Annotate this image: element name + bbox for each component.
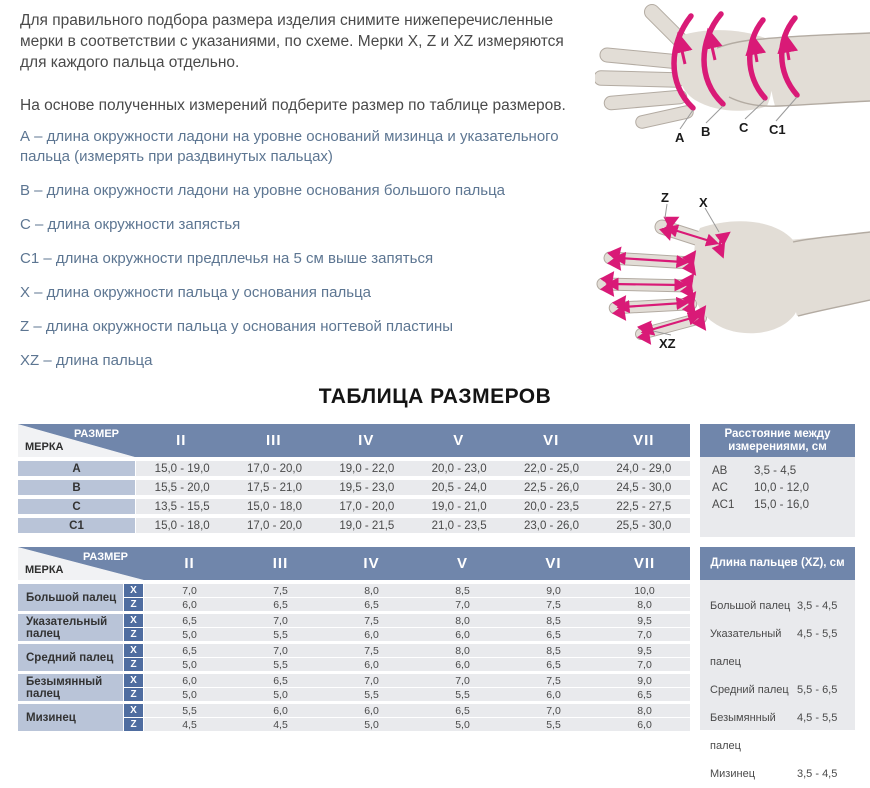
measure-keys xyxy=(124,644,143,671)
measurement-definition: XZ – длина пальца xyxy=(20,352,153,369)
table-cell: 15,0 - 18,0 xyxy=(136,518,228,533)
size-table-corner xyxy=(18,424,135,457)
table-cell: 8,0 xyxy=(417,614,508,627)
table-cell: 15,0 - 18,0 xyxy=(228,499,320,514)
table-cell: 5,5 xyxy=(235,658,326,671)
distance-value: 3,5 - 4,5 xyxy=(754,465,797,477)
table-cell: 8,5 xyxy=(508,614,599,627)
finger-length-row xyxy=(700,760,855,788)
distance-table-header: Расстояние между измерениями, см xyxy=(700,424,855,457)
table-cell: 7,5 xyxy=(508,674,599,687)
table-cell: 9,5 xyxy=(599,644,690,657)
corner-measure-label: МЕРКА xyxy=(25,564,64,576)
finger-length-row xyxy=(700,676,855,704)
table-cell: 20,0 - 23,5 xyxy=(505,499,597,514)
z-badge: Z xyxy=(124,688,143,701)
finger-values xyxy=(144,584,690,611)
table-cell: 5,5 xyxy=(326,688,417,701)
table-cell: 8,5 xyxy=(417,584,508,597)
row-label: C xyxy=(18,499,135,514)
table-cell: 6,0 xyxy=(144,674,235,687)
corner-size-label: РАЗМЕР xyxy=(73,428,119,440)
table-cell: 10,0 xyxy=(599,584,690,597)
measurement-definition: X – длина окружности пальца у основания пальца xyxy=(20,284,372,301)
diagram-label-xz: XZ xyxy=(659,336,676,351)
table-cell: 6,5 xyxy=(235,598,326,611)
table-cell: 8,0 xyxy=(599,598,690,611)
diagram-label-z: Z xyxy=(661,190,669,205)
measurement-definition: А – длина окружности ладони на уровне оснований мизинца и указательного пальца (измерять при раздвинутых пальцах) xyxy=(20,128,559,165)
table-cell: 7,0 xyxy=(235,614,326,627)
measure-keys xyxy=(124,704,143,731)
row-values xyxy=(136,461,690,476)
table-row xyxy=(18,461,690,476)
table-cell: 22,5 - 26,0 xyxy=(505,480,597,495)
table-cell: 17,5 - 21,0 xyxy=(228,480,320,495)
table-cell: 25,5 - 30,0 xyxy=(598,518,690,533)
finger-values xyxy=(144,704,690,731)
finger-values xyxy=(144,644,690,671)
table-cell: 24,0 - 29,0 xyxy=(598,461,690,476)
table-cell: 6,0 xyxy=(417,658,508,671)
finger-name: Мизинец xyxy=(18,704,123,731)
corner-measure-label: МЕРКА xyxy=(25,441,64,453)
finger-length-table xyxy=(700,547,855,780)
table-cell: 4,5 xyxy=(235,718,326,731)
measurement-definition: В – длина окружности ладони на уровне основания большого пальца xyxy=(20,182,506,199)
distance-row xyxy=(700,463,855,480)
distance-row xyxy=(700,480,855,497)
finger-name: Безымянный палец xyxy=(18,674,123,701)
row-values xyxy=(136,518,690,533)
size-column-header: V xyxy=(456,555,468,572)
table-cell: 6,0 xyxy=(599,718,690,731)
hand-forearm xyxy=(763,33,870,106)
size-column-header: IV xyxy=(358,432,375,449)
distance-row xyxy=(700,497,855,514)
table-cell: 7,0 xyxy=(599,658,690,671)
x-badge: X xyxy=(124,614,143,627)
x-row xyxy=(144,644,690,657)
size-table xyxy=(18,424,690,537)
hand-palm xyxy=(676,30,773,111)
table-cell: 5,0 xyxy=(235,688,326,701)
finger-length-row xyxy=(700,592,855,620)
table-cell: 6,0 xyxy=(144,598,235,611)
intro-paragraph-2: На основе полученных измерений подберите размер по таблице размеров. xyxy=(20,97,566,114)
size-column-header: IV xyxy=(363,555,380,572)
finger-table-corner xyxy=(18,547,144,580)
table-cell: 8,0 xyxy=(599,704,690,717)
table-cell: 5,0 xyxy=(144,688,235,701)
table-cell: 6,5 xyxy=(235,674,326,687)
table-cell: 5,0 xyxy=(144,628,235,641)
size-columns xyxy=(144,547,690,580)
table-cell: 6,0 xyxy=(326,658,417,671)
size-column-header: III xyxy=(265,432,282,449)
intro-paragraph-1: Для правильного подбора размера изделия снимите нижеперечисленные мерки в соответствии с указаниями, по схеме. Мерки X, Z и XZ измеряются для каждого пальца отдельно. xyxy=(20,12,564,71)
finger-values xyxy=(144,674,690,701)
finger-length-body xyxy=(700,580,855,780)
table-cell: 13,5 - 15,5 xyxy=(136,499,228,514)
table-cell: 19,5 - 23,0 xyxy=(321,480,413,495)
table-cell: 5,0 xyxy=(417,718,508,731)
corner-size-label: РАЗМЕР xyxy=(82,551,128,563)
table-cell: 20,0 - 23,0 xyxy=(413,461,505,476)
table-cell: 7,0 xyxy=(417,674,508,687)
table-cell: 22,5 - 27,5 xyxy=(598,499,690,514)
finger-name: Указательный палец xyxy=(18,614,123,641)
x-row xyxy=(144,614,690,627)
table-cell: 8,5 xyxy=(508,644,599,657)
size-column-header: II xyxy=(176,432,187,449)
z-badge: Z xyxy=(124,598,143,611)
finger-group xyxy=(18,614,690,641)
z-row xyxy=(144,628,690,641)
table-cell: 6,5 xyxy=(417,704,508,717)
table-cell: 6,5 xyxy=(326,598,417,611)
z-row xyxy=(144,718,690,731)
table-cell: 6,5 xyxy=(144,614,235,627)
row-values xyxy=(136,499,690,514)
table-cell: 5,5 xyxy=(417,688,508,701)
size-column-header: VI xyxy=(545,555,562,572)
row-label: B xyxy=(18,480,135,495)
table-cell: 19,0 - 21,0 xyxy=(413,499,505,514)
table-cell: 6,5 xyxy=(508,658,599,671)
x-badge: X xyxy=(124,674,143,687)
table-row xyxy=(18,518,690,533)
size-column-header: III xyxy=(272,555,289,572)
z-row xyxy=(144,658,690,671)
size-columns xyxy=(135,424,690,457)
hand2-palm xyxy=(693,221,803,333)
hand-circumference-diagram xyxy=(595,0,870,158)
finger-length-label: Большой палец xyxy=(710,600,791,612)
measurement-definitions xyxy=(20,127,585,385)
finger-length-value: 3,5 - 4,5 xyxy=(797,600,838,612)
table-cell: 17,0 - 20,0 xyxy=(228,518,320,533)
finger-name: Большой палец xyxy=(18,584,123,611)
z-row xyxy=(144,598,690,611)
x-badge: X xyxy=(124,644,143,657)
distance-label: AC xyxy=(712,482,728,494)
table-cell: 5,0 xyxy=(144,658,235,671)
finger-table xyxy=(18,547,690,734)
row-label: A xyxy=(18,461,135,476)
table-cell: 4,5 xyxy=(144,718,235,731)
finger-group xyxy=(18,704,690,731)
size-column-header: VII xyxy=(633,432,655,449)
finger-length-value: 3,5 - 4,5 xyxy=(797,768,838,780)
table-cell: 9,5 xyxy=(599,614,690,627)
table-cell: 6,5 xyxy=(599,688,690,701)
z-badge: Z xyxy=(124,628,143,641)
table-row xyxy=(18,499,690,514)
z-badge: Z xyxy=(124,658,143,671)
measurement-definition: Z – длина окружности пальца у основания ногтевой пластины xyxy=(20,318,454,335)
distance-label: AB xyxy=(712,465,728,477)
table-cell: 15,5 - 20,0 xyxy=(136,480,228,495)
x-row xyxy=(144,584,690,597)
distance-table xyxy=(700,424,855,537)
size-column-header: VII xyxy=(633,555,656,572)
finger-length-label: Указательный палец xyxy=(710,628,782,668)
finger-length-value: 5,5 - 6,5 xyxy=(797,684,838,696)
finger-group xyxy=(18,584,690,611)
table-cell: 17,0 - 20,0 xyxy=(321,499,413,514)
diagram-label-a: A xyxy=(675,130,685,145)
table-cell: 7,5 xyxy=(508,598,599,611)
table-cell: 7,5 xyxy=(235,584,326,597)
diagram-label-c: C xyxy=(739,120,749,135)
table-cell: 7,5 xyxy=(326,644,417,657)
table-cell: 7,0 xyxy=(144,584,235,597)
distance-value: 15,0 - 16,0 xyxy=(754,499,809,511)
table-cell: 7,5 xyxy=(326,614,417,627)
table-cell: 7,0 xyxy=(235,644,326,657)
table-cell: 17,0 - 20,0 xyxy=(228,461,320,476)
measure-keys xyxy=(124,674,143,701)
table-cell: 6,0 xyxy=(235,704,326,717)
finger-length-value: 4,5 - 5,5 xyxy=(797,628,838,640)
table-cell: 5,5 xyxy=(235,628,326,641)
table-cell: 7,0 xyxy=(326,674,417,687)
x-row xyxy=(144,674,690,687)
table-cell: 8,0 xyxy=(326,584,417,597)
finger-length-label: Мизинец xyxy=(710,768,755,780)
table-cell: 6,5 xyxy=(144,644,235,657)
table-cell: 5,5 xyxy=(508,718,599,731)
finger-length-label: Средний палец xyxy=(710,684,789,696)
finger-length-header: Длина пальцев (XZ), см xyxy=(700,547,855,580)
table-cell: 15,0 - 19,0 xyxy=(136,461,228,476)
table-cell: 6,0 xyxy=(326,704,417,717)
size-column-header: VI xyxy=(543,432,560,449)
distance-table-body xyxy=(700,457,855,537)
finger-group xyxy=(18,644,690,671)
diagram-label-b: B xyxy=(701,124,711,139)
table-cell: 6,0 xyxy=(417,628,508,641)
table-cell: 6,0 xyxy=(326,628,417,641)
table-cell: 7,0 xyxy=(417,598,508,611)
finger-length-value: 4,5 - 5,5 xyxy=(797,712,838,724)
measure-keys xyxy=(124,584,143,611)
table-cell: 7,0 xyxy=(508,704,599,717)
measurement-definition: С1 – длина окружности предплечья на 5 см выше запяться xyxy=(20,250,434,267)
hand2-forearm xyxy=(788,232,870,316)
size-column-header: II xyxy=(184,555,195,572)
x-badge: X xyxy=(124,704,143,717)
finger-length-row xyxy=(700,620,855,676)
table-cell: 21,0 - 23,5 xyxy=(413,518,505,533)
size-column-header: V xyxy=(453,432,465,449)
distance-value: 10,0 - 12,0 xyxy=(754,482,809,494)
table-cell: 19,0 - 21,5 xyxy=(321,518,413,533)
measurement-definition: С – длина окружности запястья xyxy=(20,216,241,233)
table-cell: 24,5 - 30,0 xyxy=(598,480,690,495)
x-row xyxy=(144,704,690,717)
table-cell: 19,0 - 22,0 xyxy=(321,461,413,476)
diagram-label-c1: C1 xyxy=(769,122,786,137)
size-table-header xyxy=(18,424,690,457)
size-table-title: ТАБЛИЦА РАЗМЕРОВ xyxy=(318,385,552,408)
finger-table-header xyxy=(18,547,690,580)
intro-text xyxy=(20,10,578,138)
table-cell: 9,0 xyxy=(508,584,599,597)
finger-length-label: Безымянный палец xyxy=(710,712,776,752)
distance-label: AC1 xyxy=(712,499,735,511)
diagram-label-x: X xyxy=(699,195,708,210)
table-row xyxy=(18,480,690,495)
table-cell: 9,0 xyxy=(599,674,690,687)
table-cell: 22,0 - 25,0 xyxy=(505,461,597,476)
table-cell: 8,0 xyxy=(417,644,508,657)
hand-finger-diagram xyxy=(595,168,870,363)
finger-name: Средний палец xyxy=(18,644,123,671)
z-row xyxy=(144,688,690,701)
finger-group xyxy=(18,674,690,701)
table-cell: 5,5 xyxy=(144,704,235,717)
x-badge: X xyxy=(124,584,143,597)
row-values xyxy=(136,480,690,495)
table-cell: 23,0 - 26,0 xyxy=(505,518,597,533)
finger-values xyxy=(144,614,690,641)
table-cell: 6,0 xyxy=(508,688,599,701)
table-cell: 5,0 xyxy=(326,718,417,731)
measure-keys xyxy=(124,614,143,641)
table-cell: 7,0 xyxy=(599,628,690,641)
row-label: C1 xyxy=(18,518,135,533)
table-cell: 6,5 xyxy=(508,628,599,641)
z-badge: Z xyxy=(124,718,143,731)
table-cell: 20,5 - 24,0 xyxy=(413,480,505,495)
